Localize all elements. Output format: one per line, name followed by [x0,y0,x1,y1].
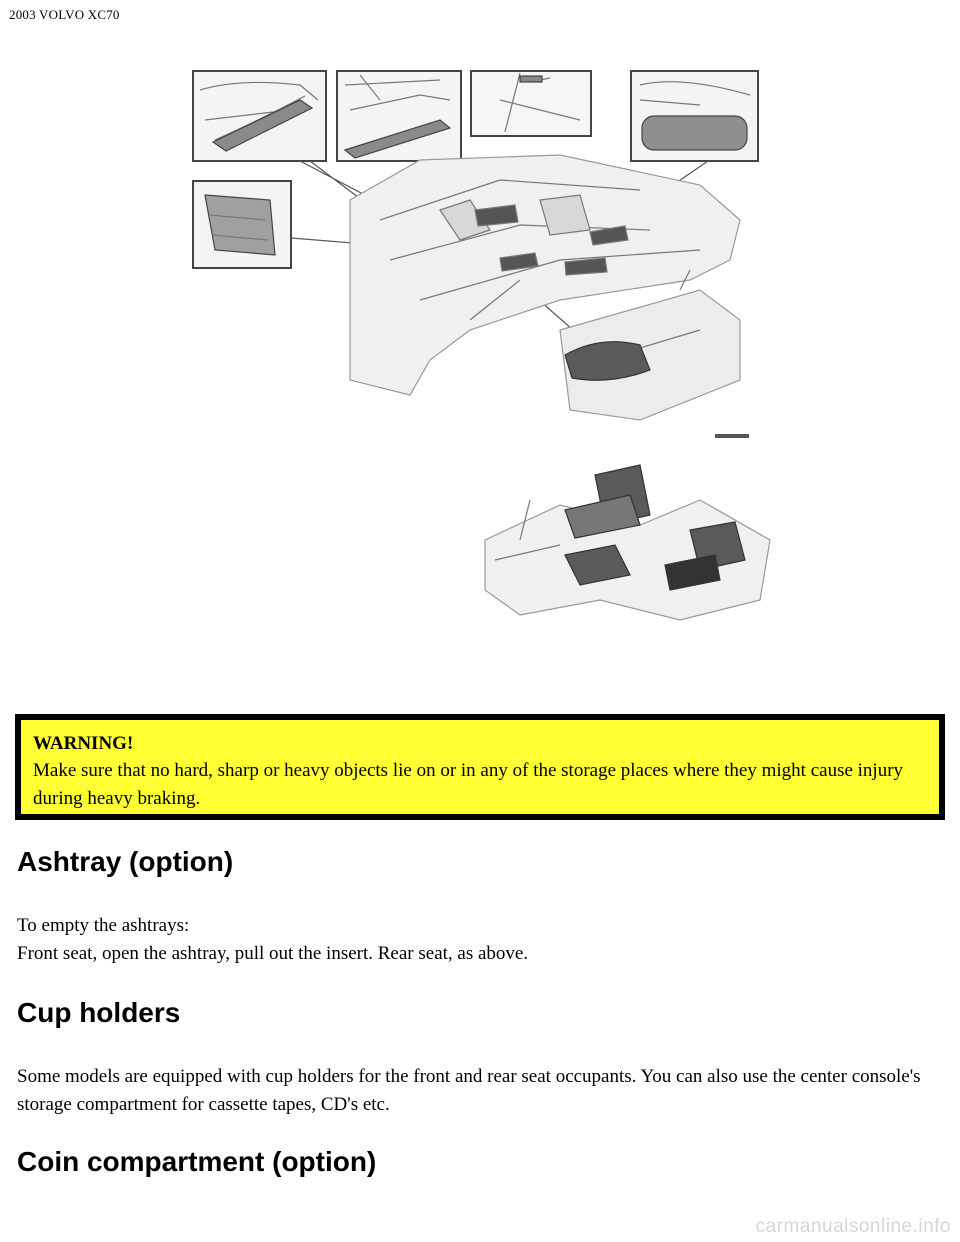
warning-box [15,714,945,820]
warning-panel [19,718,941,816]
section-heading-ashtray: Ashtray (option) [17,846,234,877]
watermark: carmanualsonline.info [755,1216,951,1237]
warning-title: WARNING! [33,733,134,754]
page-header: 2003 VOLVO XC70 [9,7,120,22]
ashtray-paragraph-1: To empty the ashtrays: [17,915,190,936]
ashtray-paragraph-2: Front seat, open the ashtray, pull out the insert. Rear seat, as above. [17,943,529,964]
cup-holders-paragraph: Some models are equipped with cup holders for the front and rear seat occupants. You can also use the center console's storage compartment for cassette tapes, CD's etc. [17,1066,921,1115]
section-heading-cup-holders: Cup holders [17,997,181,1028]
section-heading-coin-compartment: Coin compartment (option) [17,1146,377,1177]
warning-text: Make sure that no hard, sharp or heavy objects lie on or in any of the storage places where they might cause injury during heavy braking. [33,760,904,809]
